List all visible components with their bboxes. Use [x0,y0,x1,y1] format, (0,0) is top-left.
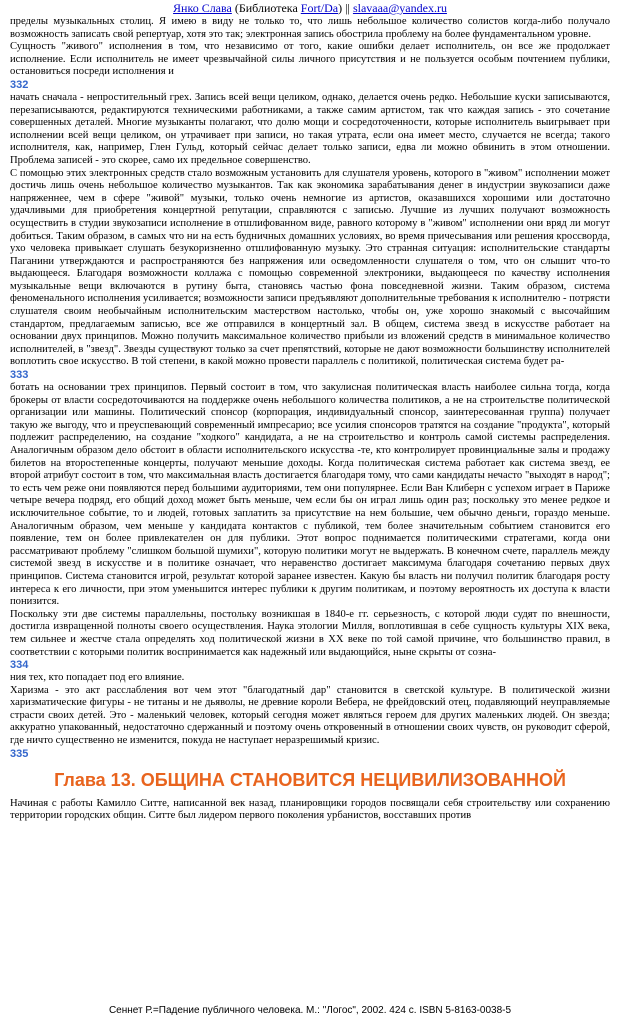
paragraph: С помощью этих электронных средств стало возможным установить для слушателя уровень, которого в "живом" исполнении может достичь лишь очень небольшое количество музыкантов. Так как экономика зарабатывания денег в индустрии звукозаписи даже напряженнее, чем в сфере "живой" музыки, только очень немногие из артистов, оказавшихся хорошими или достаточно удачливыми для приобретения концертной репутации, справляются с записью. Лучшие из лучших получают возможность осуществить в студии звукозаписи исполнение в отшлифованном виде, равного которому в "живом" исполнении они вряд ли могут добиться. Таким образом, в самых что ни на есть будничных домашних условиях, во время причесывания или решения кроссворда, ухо человека привыкает слушать безукоризненно отшлифованную музыку. Это странная ситуация: исполнительские стандарты Паганини утверждаются и распространяются без напряжения или осведомленности слушателя о том, что он слышит что-то выдающееся. Благодаря возможности коллажа с помощью современной электроники, выдающееся по качеству исполнения музыкальные вещи включаются в рутину быта, становясь частью фона повседневной жизни. Таким образом, система феноменального исполнения усиливается; возможности записи предъявляют дополнительные требования к исполнителю - потрясти слушателя своим необычайным исполнительским мастерством настолько, чтобы он, уже хорошо знакомый с высочайшим стандартом, предлагаемым записью, все же отправился в концертный зал. В общем, система звезд в искусстве работает на основании двух принципов. Можно получить максимальное количество прибыли из вложений средств в минимальное количество исполнителей, в "звезд". Звезды существуют только за счет препятствий, которые не дают возможности большинству исполнителей воплотить свое искусство. В той степени, в какой можно провести параллель с политикой, политическая система будет ра- [10,167,610,368]
paragraph: ния тех, кто попадает под его влияние. [10,672,185,684]
paragraph: Поскольку эти две системы параллельны, постольку возникшая в 1840-е гг. серьезность, с которой люди судят по внешности, достигла извращенной полноты своего осуществления. Наука этологии Милля, воплотившая в себе сущность культуры XIX века, тем сильнее и жестче стала определять ход политической жизни в XX веке по той самой причине, что большинство правил, в соответствии с которыми политик воспринимается как надежный или выдающийся, ныне скрыты от созна- [10,608,610,658]
page-footer: Сеннет Р.=Падение публичного человека. М.: "Логос", 2002. 424 с. ISBN 5-8163-0038-5 [108,1005,512,1016]
header-library-prefix: (Библиотека [231,1,301,15]
paragraph: ботать на основании трех принципов. Первый состоит в том, что закулисная политическая власть наиболее сильна тогда, когда брокеры от власти сосредоточиваются на поддержке очень небольшого количества политиков, а не на строительстве политической организации или машины. Политический спонсор (корпорация, индивидуальный спонсор, заинтересованная группа) получает такую же выгоду, что и преуспевающий современный импресарио; все усилия спонсоров тратятся на создание "продукта", который подлежит распределению, на создание "ходкого" кандидата, а не на строительство и контроль самой системы распределения. Аналогичным образом дело обстоит в области исполнительского искусства -те, кто контролирует провинциальные залы и продажу билетов на второстепенные концерты, получают меньшие доходы. Когда политическая система работает как система звезд, ее второй атрибут состоит в том, что максимальная власть достигается благодаря тому, что сами кандидаты нечасто "выходят в народ"; то есть чем реже они появляются перед большими аудиториями, тем они популярнее. Если Ван Клиберн с успехом играет в Париже четыре вечера подряд, его общий доход может быть меньше, чем если бы он играл лишь один раз; поскольку это менее редкое и исключительное событие, то и людей, готовых заплатить за присутствие на нем большие, чем обычно деньги, гораздо меньше. Аналогичным образом, чем меньше у кандидата контактов с публикой, тем более значительным событием становится его появление, тем он более привлекателен он для публики. Этот вопрос поднимается политическими стратегами, когда они рассматривают проблему "слишком большой шумихи", которую политики могут не выдержать. В конечном счете, параллель между системой звезд в искусстве и в политике означает, что неравенство достигает максимума благодаря сочетанию первых двух принципов. Система становится игрой, результат которой заранее известен. Какую бы власть ни получил политик благодаря росту интереса к его личности, при этом уменьшится интерес публики к другим политикам, и поэтому вероятность их доступа к власти понизится. [10,382,610,608]
paragraph: Сущность "живого" исполнения в том, что независимо от того, какие ошибки делает исполнитель, он все же продолжает исполнение. Если исполнитель не имеет чрезвычайной силы личного присутствия и не пользуется особым почтением публики, остановиться посреди исполнения и [10,41,610,78]
paragraph: Начиная с работы Камилло Ситте, написанной век назад, планировщики городов посвящали себя строительству или сохранению территории городских общин. Ситте был лидером первого поколения урбанистов, восставших против [10,797,610,822]
page-number-333: 333 [10,369,29,382]
page-header [10,0,610,16]
header-separator: ) || [338,1,353,15]
main-text [10,16,610,823]
paragraph: пределы музыкальных столиц. Я имею в виду не только то, что лишь небольшое количество солистов когда-либо получало возможность записать свой репертуар, хотя это так; электронная запись обострила проблему на более фундаментальном уровне. [10,16,610,40]
author-link[interactable]: Янко Слава [173,1,232,15]
page-number-334: 334 [10,659,29,672]
library-link[interactable]: Fort/Da [300,1,339,15]
email-link[interactable]: slavaaa@yandex.ru [352,1,447,15]
paragraph: Харизма - это акт расслабления вот чем этот "благодатный дар" становится в светской культуре. В политической жизни харизматические фигуры - не титаны и не дьяволы, не древние короли Вебера, не фрейдовский отец, подавляющий неуправляемые страсти своих детей. Это - маленький человек, который сегодня может являться героем для других маленьких людей. Он звезда; аккуратно упакованный, недостаточно сдержанный и поэтому очень откровенный в отношении своих чувств, он руководит сферой, где ничто существенно не изменится, покуда не наступает неразрешимый кризис. [10,684,610,747]
chapter-title: Глава 13. ОБЩИНА СТАНОВИТСЯ НЕЦИВИЛИЗОВАННОЙ [54,769,566,790]
paragraph: начать сначала - непростительный грех. Запись всей вещи целиком, однако, делается очень редко. Небольшие куски записываются, перезаписываются, редактируются техническими работниками, а также самим артистом, так что каждая запись - это сочетание совершенных деталей. Многие музыканты полагают, что долю мощи и сосредоточенности, которые исполнитель выигрывает при исполнении всей вещи целиком, он утрачивает при записи, но такая утрата, если она имеет место, случается не всегда; такого исполнителя, как, например, Глен Гульд, который сейчас делает только записи, едва ли можно обвинить в этом отношении. Проблема записей - это скорее, само их предельное совершенство. [10,91,610,166]
document-page [10,0,610,823]
page-number-335: 335 [10,747,29,760]
page-number-332: 332 [10,78,29,91]
